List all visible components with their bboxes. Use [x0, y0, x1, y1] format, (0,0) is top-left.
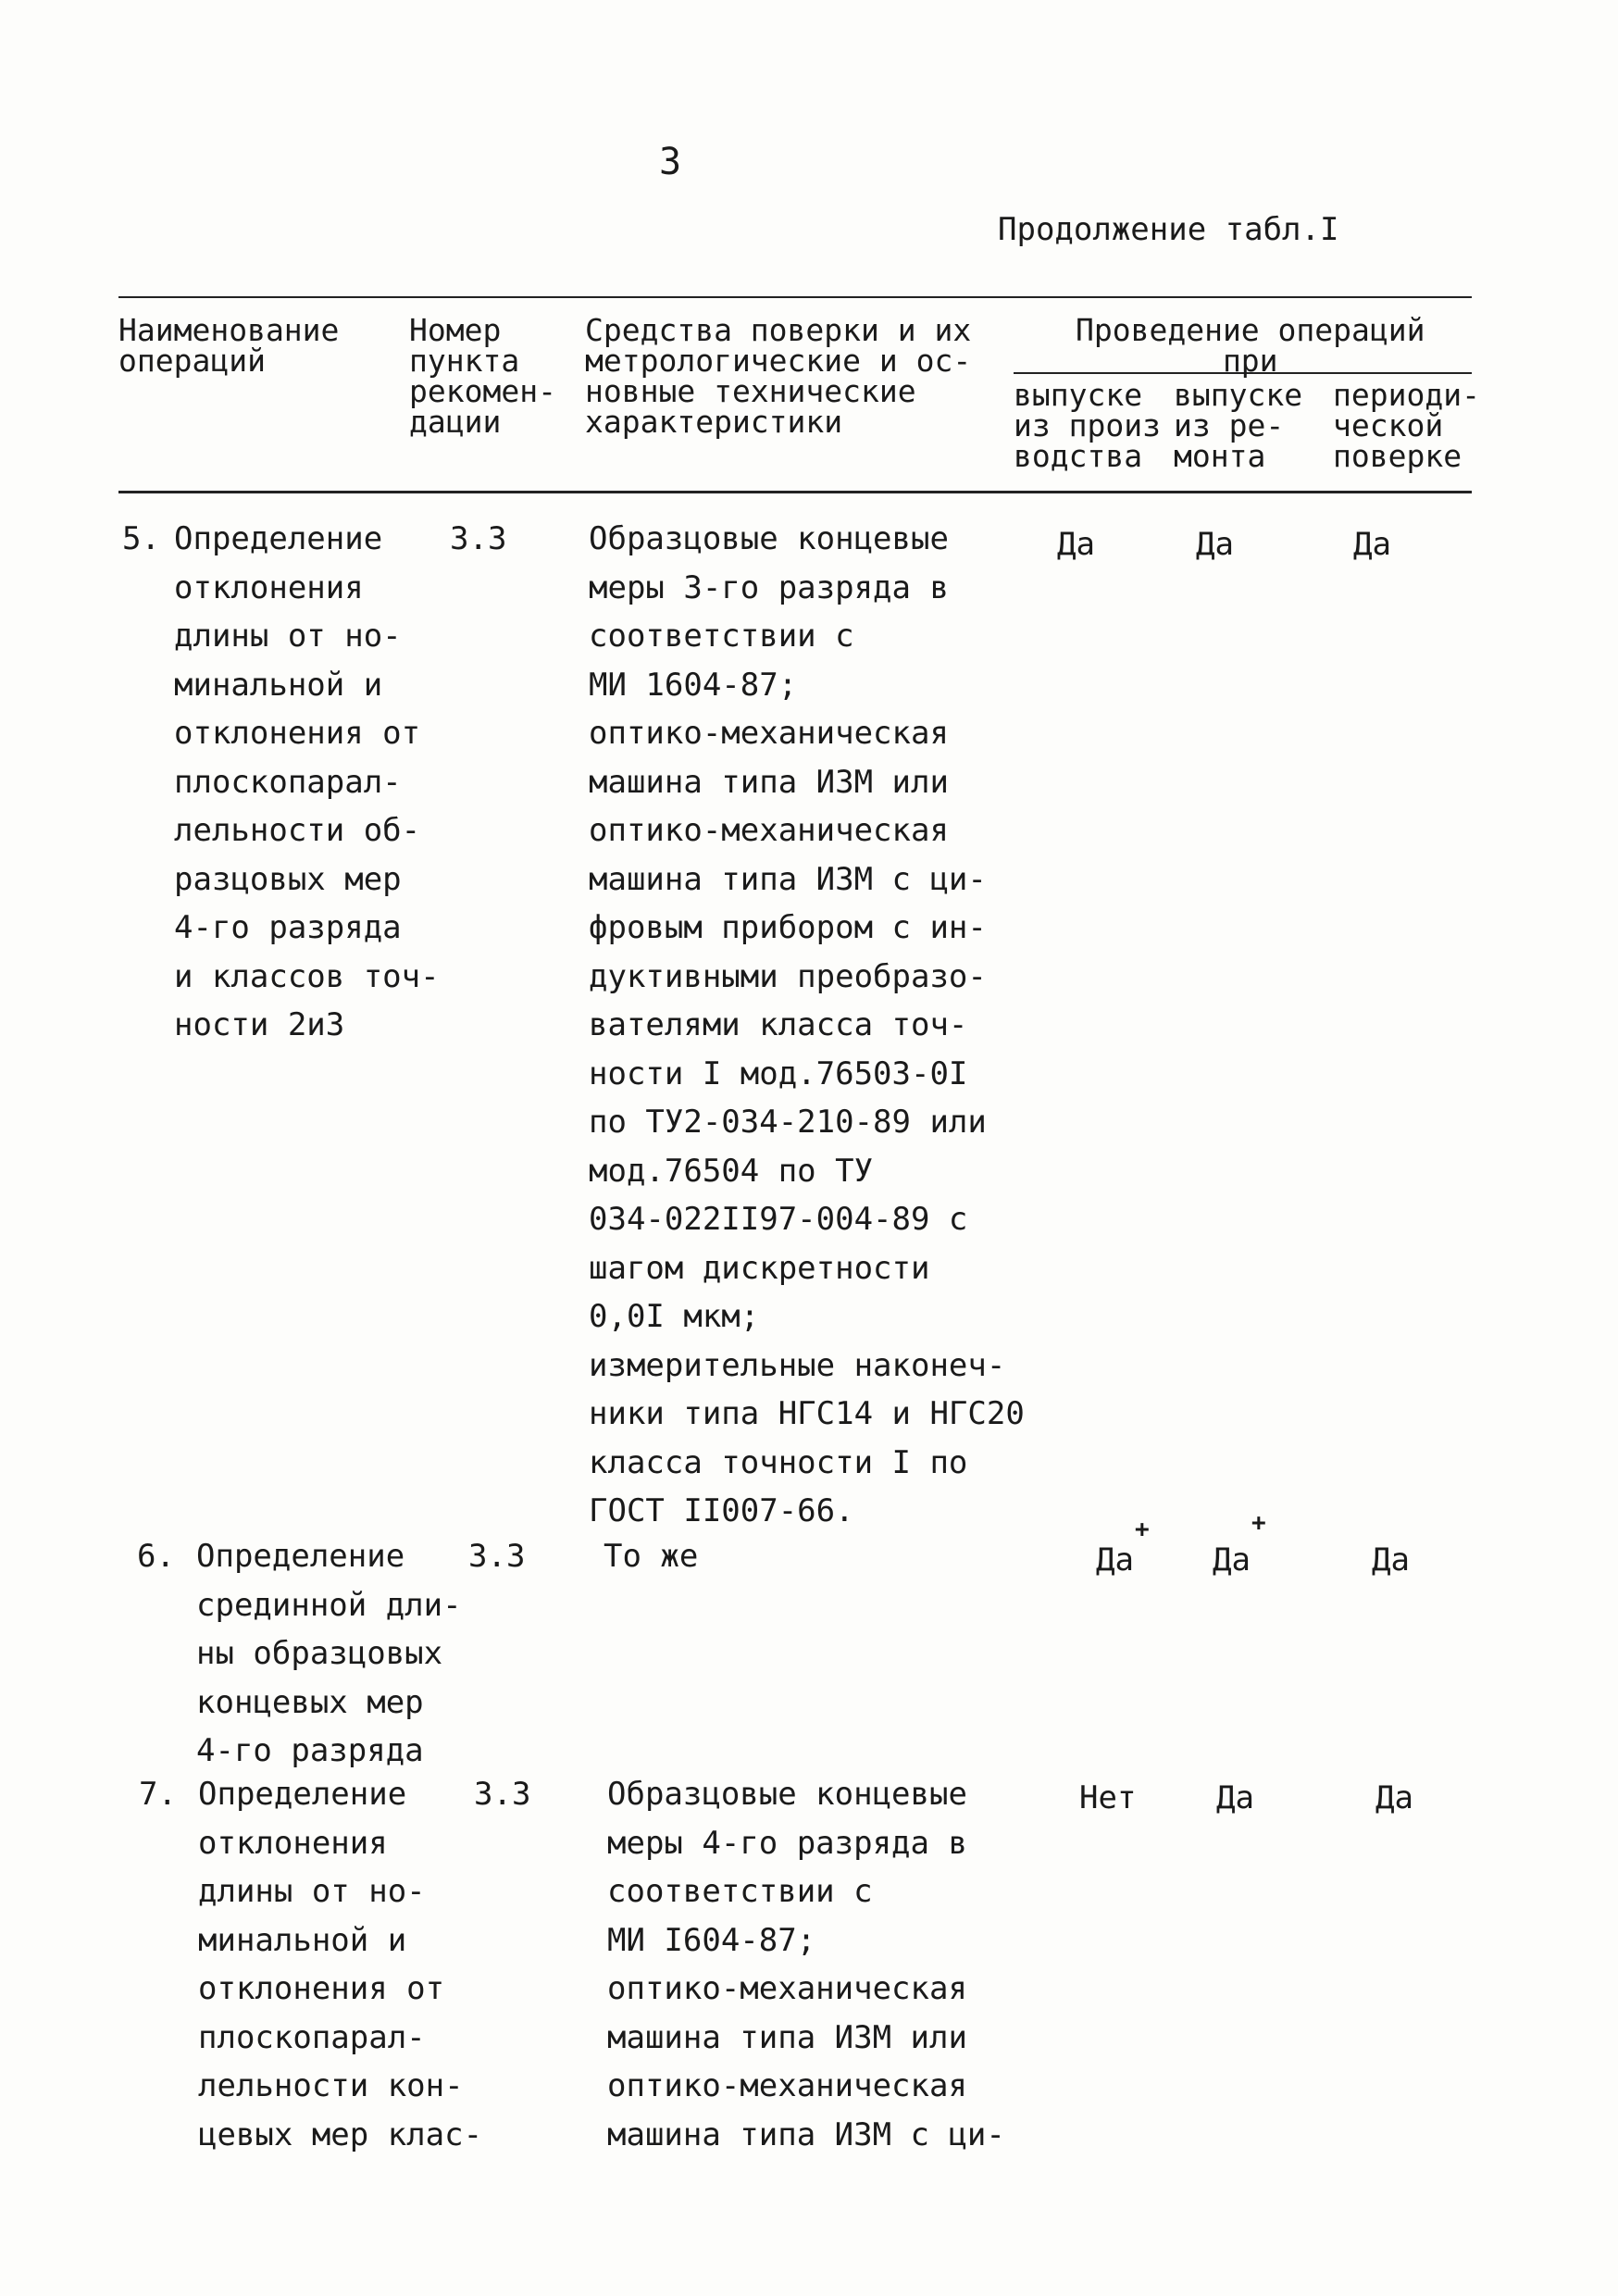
- row-6-verification-means: То же: [604, 1538, 699, 1575]
- page-number: 3: [659, 141, 682, 183]
- row-7-item-number: 3.3: [474, 1776, 531, 1813]
- table-continuation-caption: Продолжение табл.I: [998, 211, 1339, 248]
- row-7-periodic: Да: [1375, 1779, 1413, 1816]
- row-5-item-number: 3.3: [450, 520, 507, 557]
- row-5-periodic: Да: [1353, 526, 1391, 563]
- table-header-bottom-rule: [118, 491, 1472, 493]
- header-item-number: Номер пункта рекомен- дации: [409, 312, 556, 440]
- row-5-operation: Определение отклонения длины от но- минальной и отклонения от плоскопарал- лельности об- разцовых мер 4-го разряда и классов точ- ности 2и3: [174, 520, 440, 1043]
- row-7-release-repair: Да: [1216, 1779, 1254, 1816]
- row-6-periodic: Да: [1372, 1541, 1410, 1578]
- row-7-operation: Определение отклонения длины от но- минальной и отклонения от плоскопарал- лельности кон- цевых мер клас-: [198, 1776, 483, 2153]
- header-verification-means: Средства поверки и их метрологические и ос- новные технические характеристики: [585, 312, 972, 440]
- row-6-operation: Определение срединной дли- ны образцовых концевых мер 4-го разряда: [196, 1538, 462, 1769]
- row-6-release-production: Да: [1096, 1541, 1134, 1578]
- header-release-production: выпуске из произ водства: [1014, 377, 1161, 474]
- table-top-rule: [118, 296, 1472, 298]
- header-release-repair: выпуске из ре- монта: [1174, 377, 1303, 474]
- row-6-release-repair: Да: [1213, 1541, 1251, 1578]
- header-operation: Наименование операций: [118, 312, 340, 379]
- row-6-release-repair-mark: +: [1251, 1509, 1266, 1537]
- row-5-release-repair: Да: [1196, 526, 1234, 563]
- row-7-release-production: Нет: [1079, 1779, 1137, 1816]
- row-5-number: 5.: [122, 520, 160, 557]
- row-7-number: 7.: [139, 1776, 177, 1813]
- row-5-release-production: Да: [1057, 526, 1095, 563]
- row-6-number: 6.: [137, 1538, 175, 1575]
- row-6-item-number: 3.3: [468, 1538, 526, 1575]
- header-conduct-operations: Проведение операций при: [1076, 312, 1425, 379]
- row-7-verification-means: Образцовые концевые меры 4-го разряда в соответствии с МИ I604-87; оптико-механическая машина типа ИЗМ или оптико-механическая машина типа ИЗМ с ци-: [607, 1776, 1005, 2153]
- header-periodic-verification: периоди- ческой поверке: [1333, 377, 1480, 474]
- row-5-verification-means: Образцовые концевые меры 3-го разряда в соответствии с МИ 1604-87; оптико-механическая машина типа ИЗМ или оптико-механическая машина типа ИЗМ с ци- фровым прибором с ин- дуктивными преобразо- вателями класса точ- ности I мод.76503-0I по ТУ2-034-210-89 или мод.76504 по ТУ 034-022II97-004-89 с шагом дискретности 0,0I мкм; измерительные наконеч- ники типа НГС14 и НГС20 класса точности I по ГОСТ II007-66.: [589, 520, 1025, 1529]
- row-6-release-production-mark: +: [1135, 1516, 1150, 1543]
